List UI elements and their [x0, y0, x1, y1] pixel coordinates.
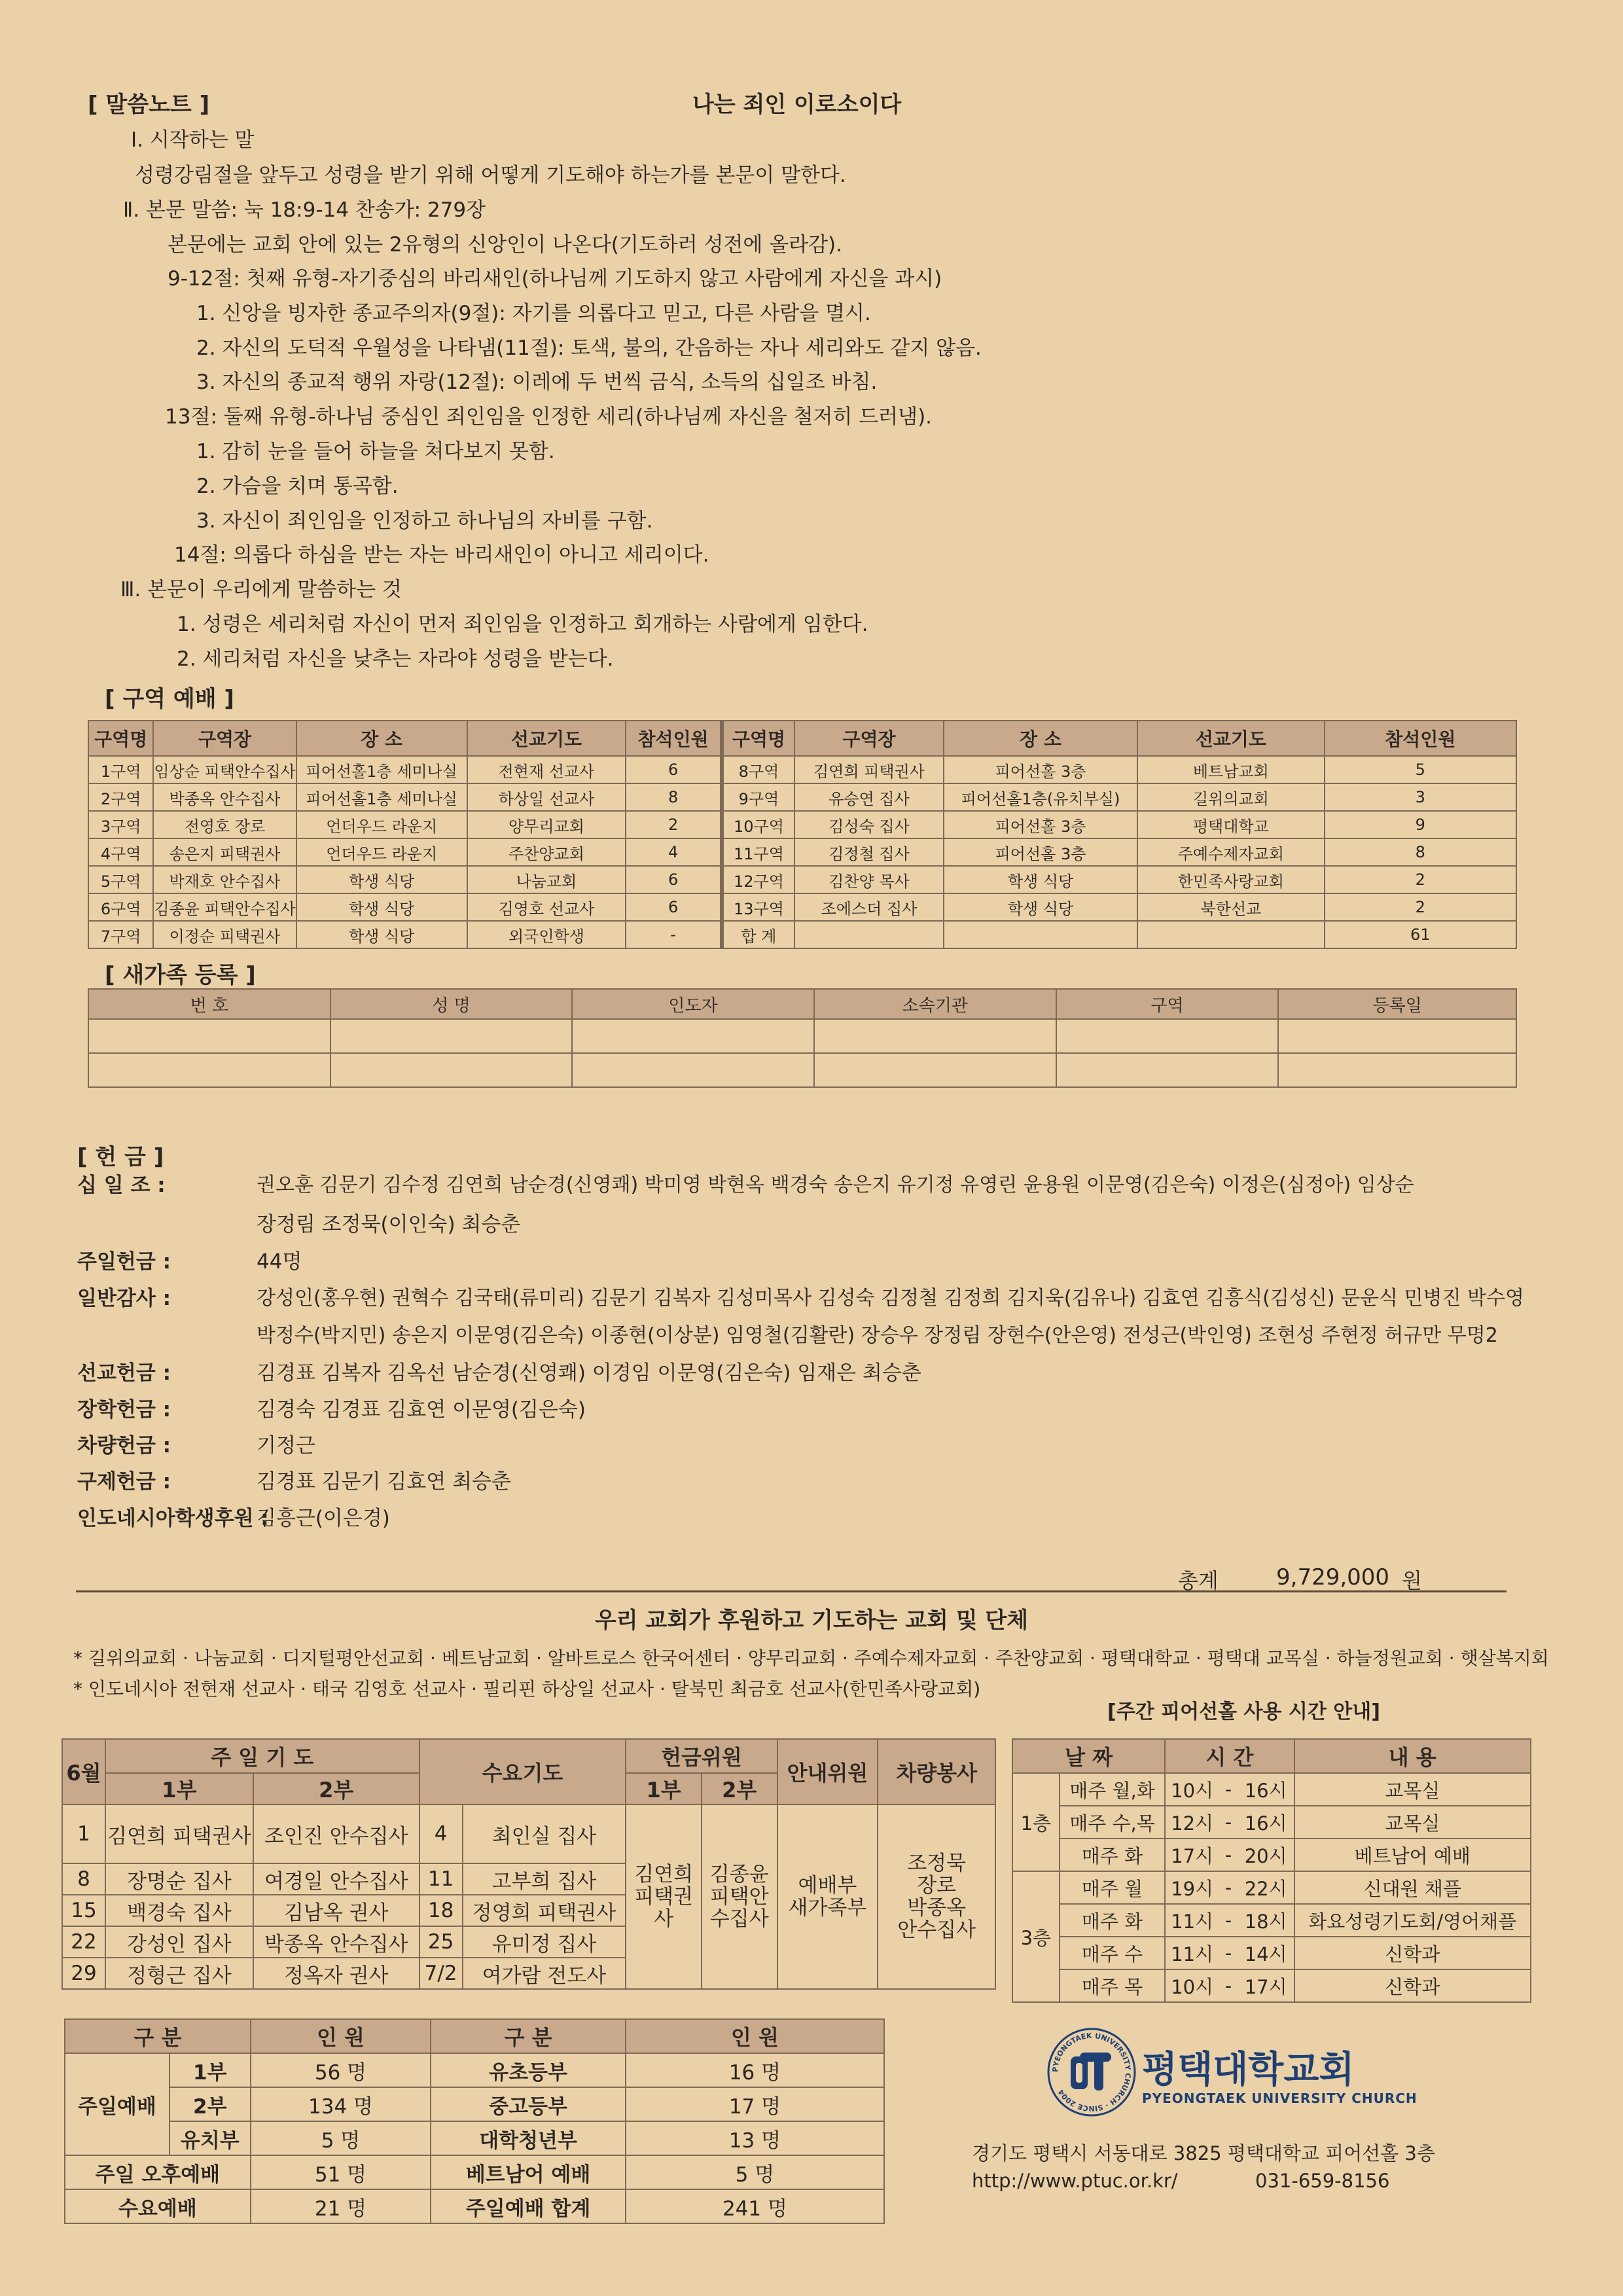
offering-label: 인도네시아학생후원 : — [77, 1507, 269, 1530]
prayer-name: 정옥자 권사 — [253, 1958, 419, 1989]
row-label: 중고등부 — [431, 2087, 626, 2121]
prayer-name: 최인실 집사 — [463, 1804, 626, 1863]
row-label: 2부 — [169, 2087, 251, 2121]
table-cell: 2 — [626, 811, 722, 838]
table-cell: 10시 — [1165, 1773, 1219, 1806]
table-cell: 매주 화 — [1060, 1839, 1166, 1871]
table-cell: 학생 식당 — [296, 921, 467, 948]
count-cell: 134 명 — [251, 2087, 431, 2121]
guide-header: 안내위원 — [777, 1739, 878, 1804]
table-row — [1012, 1773, 1531, 1806]
sermon-line: 2. 자신의 도덕적 우월성을 나타냄(11절): 토색, 불의, 간음하는 자나 세리와도 같지 않음. — [196, 336, 982, 360]
sunday-prayer-header: 주 일 기 도 — [105, 1739, 419, 1773]
table-cell: 9구역 — [722, 783, 794, 811]
table-cell: - — [1219, 1806, 1238, 1839]
new-family-table — [88, 988, 1517, 1088]
table-row — [1012, 1871, 1531, 1904]
attendance-table — [64, 2018, 885, 2224]
table-cell: 매주 목 — [1060, 1969, 1166, 2002]
offering-names: 강성인(홍우현) 권혁수 김국태(류미리) 김문기 김복자 김성미목사 김성숙 김정철 김정희 김지욱(김유나) 김효연 김흥식(김성신) 문운식 민병진 박수영 — [257, 1287, 1524, 1310]
count-cell: 51 명 — [251, 2155, 431, 2189]
prayer-name: 여가람 전도사 — [463, 1958, 626, 1989]
table-cell: - — [1219, 1969, 1238, 2002]
offering-names: 김경표 김복자 김옥선 남순경(신영쾌) 이경임 이문영(김은숙) 임재은 최승춘 — [257, 1361, 921, 1385]
table-cell: 22시 — [1238, 1871, 1294, 1904]
table-cell: - — [1219, 1839, 1238, 1871]
row-label: 주일예배 — [65, 2053, 169, 2155]
column-header: 구역명 — [722, 721, 794, 756]
offering-label: 차량헌금 : — [77, 1434, 171, 1458]
date-cell: 29 — [62, 1958, 105, 1989]
table-cell: 3구역 — [88, 811, 153, 838]
column-header: 참석인원 — [626, 721, 722, 756]
table-row — [88, 838, 1516, 866]
table-cell: 14시 — [1238, 1937, 1294, 1969]
table-cell: 4구역 — [88, 838, 153, 866]
table-cell: 교목실 — [1294, 1773, 1531, 1806]
district-worship-table — [88, 720, 1517, 949]
table-cell: 61 — [1325, 921, 1516, 948]
table-cell: 주예수제자교회 — [1137, 838, 1325, 866]
column-header: 구역 — [1056, 989, 1279, 1019]
column-header: 인 원 — [626, 2019, 884, 2053]
table-cell: 신학과 — [1294, 1969, 1531, 2002]
divider — [76, 1590, 1507, 1592]
table-cell: 4 — [626, 838, 722, 866]
table-cell: - — [1219, 1773, 1238, 1806]
offering-names: 기정근 — [257, 1434, 315, 1458]
sermon-line: 2. 세리처럼 자신을 낮추는 자라야 성령을 받는다. — [177, 647, 614, 671]
table-cell: 박종옥 안수집사 — [153, 783, 296, 811]
offering-label: 십 일 조 : — [77, 1174, 166, 1197]
table-cell: 9 — [1325, 811, 1516, 838]
offering-names: 김흥근(이은경) — [257, 1507, 390, 1530]
date-cell: 15 — [62, 1895, 105, 1926]
part1-header: 1부 — [105, 1773, 253, 1804]
table-cell: 매주 수 — [1060, 1937, 1166, 1969]
prayer-name: 김남옥 권사 — [253, 1895, 419, 1926]
table-row — [88, 756, 1516, 783]
table-row — [65, 2189, 884, 2223]
prayer-name: 정형근 집사 — [105, 1958, 253, 1989]
table-cell: 학생 식당 — [296, 866, 467, 893]
table-cell: 2 — [1325, 893, 1516, 921]
prayer-name: 조인진 안수집사 — [253, 1804, 419, 1863]
table-row — [88, 893, 1516, 921]
sermon-line: 1. 성령은 세리처럼 자신이 먼저 죄인임을 인정하고 회개하는 사람에게 임한다. — [177, 613, 868, 636]
sermon-line: 1. 감히 눈을 들어 하늘을 쳐다보지 못함. — [196, 440, 555, 463]
table-cell: 한민족사랑교회 — [1137, 866, 1325, 893]
table-cell: - — [1219, 1904, 1238, 1937]
column-header: 인도자 — [572, 989, 814, 1019]
offering-label: 주일헌금 : — [77, 1250, 171, 1274]
table-cell: 송은지 피택권사 — [153, 838, 296, 866]
count-cell: 16 명 — [626, 2053, 884, 2087]
column-header: 참석인원 — [1325, 721, 1516, 756]
table-cell: 8구역 — [722, 756, 794, 783]
date-cell: 7/2 — [419, 1958, 463, 1989]
table-cell: 김정철 집사 — [794, 838, 944, 866]
column-header: 장 소 — [944, 721, 1137, 756]
table-cell: 김찬양 목사 — [794, 866, 944, 893]
column-header: 성 명 — [330, 989, 573, 1019]
offering-names: 장정림 조정묵(이인숙) 최승춘 — [257, 1213, 521, 1236]
offering-names: 권오훈 김문기 김수정 김연희 남순경(신영쾌) 박미영 박현옥 백경숙 송은지 유기정 유영린 윤용원 이문영(김은숙) 이정은(심정아) 임상순 — [257, 1174, 1414, 1196]
table-row — [1012, 1839, 1531, 1871]
table-row — [1012, 1969, 1531, 2002]
table-row — [88, 1019, 1516, 1053]
offering-total-unit: 원 — [1402, 1568, 1422, 1593]
table-cell: 매주 월,화 — [1060, 1773, 1166, 1806]
offering-staff-2: 김종윤 피택안 수집사 — [702, 1804, 777, 1989]
table-cell: 베트남교회 — [1137, 756, 1325, 783]
table-row — [65, 2087, 884, 2121]
row-label: 주일 오후예배 — [65, 2155, 251, 2189]
part1-header: 1부 — [626, 1773, 702, 1804]
floor-label: 3층 — [1012, 1871, 1060, 2002]
row-label: 유초등부 — [431, 2053, 626, 2087]
offering-heading: [ 헌 금 ] — [77, 1144, 164, 1170]
table-cell: 2 — [1325, 866, 1516, 893]
table-cell: 박재호 안수집사 — [153, 866, 296, 893]
table-cell: 5구역 — [88, 866, 153, 893]
date-cell: 11 — [419, 1863, 463, 1895]
table-cell: 19시 — [1165, 1871, 1219, 1904]
table-cell: 20시 — [1238, 1839, 1294, 1871]
support-list: * 인도네시아 전현재 선교사 · 태국 김영호 선교사 · 필리핀 하상일 선교사 · 탈북민 최금호 선교사(한민족사랑교회) — [73, 1678, 981, 1700]
church-address: 경기도 평택시 서동대로 3825 평택대학교 피어선홀 3층 — [972, 2142, 1435, 2164]
sermon-line: 본문에는 교회 안에 있는 2유형의 신앙인이 나온다(기도하러 성전에 올라감). — [168, 233, 842, 257]
sermon-line: 3. 자신의 종교적 행위 자랑(12절): 이레에 두 번씩 금식, 소득의 십일조 바침. — [196, 370, 878, 394]
offering-label: 장학헌금 : — [77, 1398, 171, 1422]
row-label: 대학청년부 — [431, 2121, 626, 2155]
sermon-line: Ⅰ. 시작하는 말 — [131, 128, 255, 152]
prayer-name: 김연희 피택권사 — [105, 1804, 253, 1863]
offering-total-value: 9,729,000 — [1276, 1564, 1390, 1590]
table-cell: 학생 식당 — [944, 893, 1137, 921]
table-cell: 북한선교 — [1137, 893, 1325, 921]
table-cell: 피어선홀 3층 — [944, 756, 1137, 783]
table-cell: 화요성령기도회/영어채플 — [1294, 1904, 1531, 1937]
count-cell: 13 명 — [626, 2121, 884, 2155]
table-header-row — [1012, 1739, 1531, 1773]
table-cell — [944, 921, 1137, 948]
column-header: 구 분 — [431, 2019, 626, 2053]
count-cell: 56 명 — [251, 2053, 431, 2087]
table-cell: 신학과 — [1294, 1937, 1531, 1969]
table-cell: 임상순 피택안수집사 — [153, 756, 296, 783]
table-row — [1012, 1937, 1531, 1969]
date-cell: 25 — [419, 1926, 463, 1958]
date-cell: 4 — [419, 1804, 463, 1863]
sermon-section-tag: [ 말씀노트 ] — [88, 92, 210, 118]
table-cell: 16시 — [1238, 1773, 1294, 1806]
table-cell: 13구역 — [722, 893, 794, 921]
svg-text:PYEONGTAEK UNIVERSITY CHURCH · — [1051, 2032, 1132, 2113]
table-cell: 피어선홀1층(유치부실) — [944, 783, 1137, 811]
table-cell: 하상일 선교사 — [467, 783, 626, 811]
table-cell: 11시 — [1165, 1904, 1219, 1937]
offering-names: 44명 — [257, 1250, 302, 1274]
table-cell: 6 — [626, 756, 722, 783]
table-cell: 17시 — [1238, 1969, 1294, 2002]
table-row — [1012, 1806, 1531, 1839]
table-cell — [794, 921, 944, 948]
table-cell: 8 — [626, 783, 722, 811]
table-cell: 8 — [1325, 838, 1516, 866]
table-cell: 6 — [626, 893, 722, 921]
table-cell: 11구역 — [722, 838, 794, 866]
sermon-line: Ⅱ. 본문 말씀: 눅 18:9-14 찬송가: 279장 — [123, 198, 486, 222]
table-cell: 외국인학생 — [467, 921, 626, 948]
prayer-name: 백경숙 집사 — [105, 1895, 253, 1926]
date-cell: 18 — [419, 1895, 463, 1926]
table-row — [88, 1053, 1516, 1087]
table-row — [88, 811, 1516, 838]
table-cell: 김성숙 집사 — [794, 811, 944, 838]
support-list: * 길위의교회 · 나눔교회 · 디지털평안선교회 · 베트남교회 · 알바트로스 한국어센터 · 양무리교회 · 주예수제자교회 · 주찬양교회 · 평택대학교 · 평택대 교목실 · 하늘정원교회 · 햇살복지회 — [73, 1647, 1549, 1669]
sermon-line: 2. 가슴을 치며 통곡함. — [196, 475, 399, 498]
table-cell: 11시 — [1165, 1937, 1219, 1969]
table-cell: 5 — [1325, 756, 1516, 783]
church-name: 평택대학교회 — [1142, 2049, 1355, 2091]
part2-header: 2부 — [253, 1773, 419, 1804]
sermon-line: 13절: 둘째 유형-하나님 중심인 죄인임을 인정한 세리(하나님께 자신을 철저히 드러냄). — [165, 405, 933, 429]
table-cell: 피어선홀 3층 — [944, 811, 1137, 838]
column-header: 소속기관 — [814, 989, 1056, 1019]
table-cell: 매주 수,목 — [1060, 1806, 1166, 1839]
church-seal-logo — [1046, 2026, 1137, 2118]
table-cell: 매주 화 — [1060, 1904, 1166, 1937]
column-header: 선교기도 — [467, 721, 626, 756]
offering-names: 김경숙 김경표 김효연 이문영(김은숙) — [257, 1398, 586, 1422]
table-header-row — [88, 989, 1516, 1019]
table-header-row — [62, 1739, 995, 1773]
table-header-row — [88, 721, 1516, 756]
row-label: 주일예배 합계 — [431, 2189, 626, 2223]
prayer-name: 정영희 피택권사 — [463, 1895, 626, 1926]
table-cell: 베트남어 예배 — [1294, 1839, 1531, 1871]
vehicle-value: 조정묵 장로 박종옥 안수집사 — [878, 1804, 995, 1989]
table-cell: - — [626, 921, 722, 948]
district-worship-heading: [ 구역 예배 ] — [105, 686, 234, 712]
sermon-line: Ⅲ. 본문이 우리에게 말씀하는 것 — [120, 578, 402, 601]
seal-icon — [1046, 2026, 1137, 2118]
prayer-name: 박종옥 안수집사 — [253, 1926, 419, 1958]
column-header: 인 원 — [251, 2019, 431, 2053]
offering-names: 김경표 김문기 김효연 최승춘 — [257, 1470, 511, 1494]
table-cell: 12시 — [1165, 1806, 1219, 1839]
offering-label: 구제헌금 : — [77, 1470, 171, 1494]
count-cell: 21 명 — [251, 2189, 431, 2223]
seal-text: PYEONGTAEK UNIVERSITY CHURCH · SINCE 2004 — [1050, 2031, 1133, 2113]
prayer-name: 고부희 집사 — [463, 1863, 626, 1895]
support-title: 우리 교회가 후원하고 기도하는 교회 및 단체 — [594, 1607, 1029, 1634]
sermon-title: 나는 죄인 이로소이다 — [692, 92, 902, 118]
month-header: 6월 — [62, 1739, 105, 1804]
offering-staff-header: 헌금위원 — [626, 1739, 777, 1773]
column-header: 날 짜 — [1012, 1739, 1165, 1773]
column-header: 내 용 — [1294, 1739, 1531, 1773]
table-cell: 16시 — [1238, 1806, 1294, 1839]
column-header: 시 간 — [1165, 1739, 1294, 1773]
offering-label: 선교헌금 : — [77, 1361, 171, 1385]
column-header: 구역장 — [153, 721, 296, 756]
date-cell: 8 — [62, 1863, 105, 1895]
table-cell: 김영호 선교사 — [467, 893, 626, 921]
vehicle-header: 차량봉사 — [878, 1739, 995, 1804]
church-name-english: PYEONGTAEK UNIVERSITY CHURCH — [1142, 2090, 1418, 2106]
table-cell: 10구역 — [722, 811, 794, 838]
sermon-line: 9-12절: 첫째 유형-자기중심의 바리새인(하나님께 기도하지 않고 사람에게 자신을 과시) — [168, 267, 942, 291]
count-cell: 5 명 — [251, 2121, 431, 2155]
table-row — [88, 866, 1516, 893]
sermon-line: 14절: 의롭다 하심을 받는 자는 바리새인이 아니고 세리이다. — [174, 543, 709, 567]
table-cell: 10시 — [1165, 1969, 1219, 2002]
table-cell: 3 — [1325, 783, 1516, 811]
table-cell: - — [1219, 1871, 1238, 1904]
part2-header: 2부 — [702, 1773, 777, 1804]
column-header: 구역명 — [88, 721, 153, 756]
table-cell: 주찬양교회 — [467, 838, 626, 866]
floor-schedule-table — [1012, 1738, 1531, 2003]
table-cell: 교목실 — [1294, 1806, 1531, 1839]
prayer-duty-table — [62, 1738, 996, 1990]
table-cell: 합 계 — [722, 921, 794, 948]
table-cell: 피어선홀 3층 — [944, 838, 1137, 866]
floor-label: 1층 — [1012, 1773, 1060, 1871]
table-cell: 6구역 — [88, 893, 153, 921]
table-cell — [1137, 921, 1325, 948]
table-cell: 신대원 채플 — [1294, 1871, 1531, 1904]
date-cell: 1 — [62, 1804, 105, 1863]
church-website-link[interactable]: http://www.ptuc.or.kr/ — [972, 2170, 1178, 2192]
table-cell: 학생 식당 — [296, 893, 467, 921]
sermon-line: 1. 신앙을 빙자한 종교주의자(9절): 자기를 의롭다고 믿고, 다른 사람을 멸시. — [196, 302, 871, 325]
table-cell: 김종윤 피택안수집사 — [153, 893, 296, 921]
table-cell: 6 — [626, 866, 722, 893]
table-cell: 피어선홀1층 세미나실 — [296, 756, 467, 783]
table-cell: 언더우드 라운지 — [296, 838, 467, 866]
table-cell: 김연희 피택권사 — [794, 756, 944, 783]
table-cell: 평택대학교 — [1137, 811, 1325, 838]
row-label: 수요예배 — [65, 2189, 251, 2223]
sermon-line: 성령강림절을 앞두고 성령을 받기 위해 어떻게 기도해야 하는가를 본문이 말한다. — [135, 164, 846, 187]
wednesday-prayer-header: 수요기도 — [419, 1739, 626, 1804]
table-cell: 전영호 장로 — [153, 811, 296, 838]
table-cell: 양무리교회 — [467, 811, 626, 838]
row-label: 베트남어 예배 — [431, 2155, 626, 2189]
count-cell: 17 명 — [626, 2087, 884, 2121]
floor-schedule-title: [주간 피어선홀 사용 시간 안내] — [1107, 1700, 1380, 1723]
row-label: 유치부 — [169, 2121, 251, 2155]
table-cell: 2구역 — [88, 783, 153, 811]
offering-names: 박정수(박지민) 송은지 이문영(김은숙) 이종현(이상분) 임영철(김활란) 장승우 장정림 장현수(안은영) 전성근(박인영) 조현성 주현정 허규만 무명2 — [257, 1324, 1498, 1347]
table-cell: 이정순 피택권사 — [153, 921, 296, 948]
new-family-heading: [ 새가족 등록 ] — [105, 962, 256, 988]
table-cell: 전현재 선교사 — [467, 756, 626, 783]
column-header: 번 호 — [88, 989, 330, 1019]
table-cell: - — [1219, 1937, 1238, 1969]
column-header: 등록일 — [1278, 989, 1516, 1019]
date-cell: 22 — [62, 1926, 105, 1958]
table-cell: 피어선홀1층 세미나실 — [296, 783, 467, 811]
table-cell: 7구역 — [88, 921, 153, 948]
guide-value: 예배부 새가족부 — [777, 1804, 878, 1989]
sermon-line: 3. 자신이 죄인임을 인정하고 하나님의 자비를 구함. — [196, 509, 653, 533]
table-row — [65, 2155, 884, 2189]
church-phone: 031-659-8156 — [1255, 2170, 1390, 2192]
prayer-name: 여경일 안수집사 — [253, 1863, 419, 1895]
offering-total-label: 총계 — [1178, 1568, 1219, 1593]
offering-label: 일반감사 : — [77, 1287, 171, 1310]
table-cell: 유승연 집사 — [794, 783, 944, 811]
table-row — [88, 921, 1516, 948]
column-header: 장 소 — [296, 721, 467, 756]
prayer-name: 강성인 집사 — [105, 1926, 253, 1958]
column-header: 선교기도 — [1137, 721, 1325, 756]
table-cell: 학생 식당 — [944, 866, 1137, 893]
prayer-name: 장명순 집사 — [105, 1863, 253, 1895]
table-row — [62, 1804, 995, 1863]
offering-staff-1: 김연희 피택권 사 — [626, 1804, 702, 1989]
table-cell: 길위의교회 — [1137, 783, 1325, 811]
table-cell: 12구역 — [722, 866, 794, 893]
count-cell: 241 명 — [626, 2189, 884, 2223]
column-header: 구 분 — [65, 2019, 251, 2053]
table-row — [1012, 1904, 1531, 1937]
row-label: 1부 — [169, 2053, 251, 2087]
table-cell: 18시 — [1238, 1904, 1294, 1937]
prayer-name: 유미정 집사 — [463, 1926, 626, 1958]
table-cell: 언더우드 라운지 — [296, 811, 467, 838]
table-cell: 매주 월 — [1060, 1871, 1166, 1904]
table-cell: 17시 — [1165, 1839, 1219, 1871]
column-header: 구역장 — [794, 721, 944, 756]
count-cell: 5 명 — [626, 2155, 884, 2189]
table-header-row — [65, 2019, 884, 2053]
table-row — [65, 2053, 884, 2087]
table-cell: 조에스더 집사 — [794, 893, 944, 921]
table-row — [65, 2121, 884, 2155]
table-cell: 1구역 — [88, 756, 153, 783]
table-cell: 나눔교회 — [467, 866, 626, 893]
table-row — [88, 783, 1516, 811]
